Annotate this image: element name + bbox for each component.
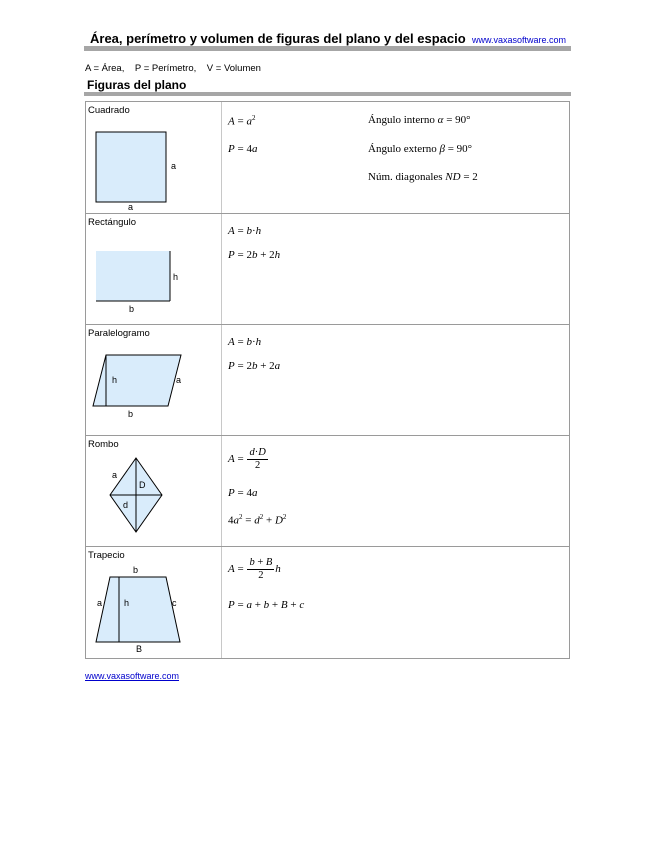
side-label: a: [112, 470, 118, 480]
section-rule: [84, 92, 571, 96]
trapezoid-figure: [86, 547, 221, 659]
base-label: b: [129, 304, 135, 314]
formula-area: A = b·h: [228, 225, 262, 237]
formula-perimeter: P = 2b + 2a: [228, 360, 281, 372]
row-trapecio: [86, 546, 569, 658]
figures-table: [85, 101, 570, 659]
header-link[interactable]: www.vaxasoftware.com: [472, 35, 567, 45]
square-shape: [96, 132, 166, 202]
exterior-angle: Ángulo externo β = 90°: [368, 143, 473, 155]
figure-name: Cuadrado: [88, 105, 130, 116]
row-cuadrado: [86, 102, 569, 213]
row-paralelogramo: [86, 324, 569, 435]
formula-area: A = $\frac{b + B}{2}$ h: [228, 557, 281, 581]
parallelogram-figure: [86, 325, 221, 436]
legend-text: A = Área, P = Perímetro, V = Volumen: [85, 63, 261, 74]
section-title: Figuras del plano: [87, 78, 187, 92]
height-label: h: [173, 272, 179, 282]
figure-name: Rombo: [88, 439, 119, 450]
header-rule: [84, 46, 571, 51]
bottom-base-label: B: [136, 644, 143, 654]
row-rombo: [86, 435, 569, 546]
formula-perimeter: P = 4a: [228, 487, 258, 499]
diagonals-count: Núm. diagonales ND = 2: [368, 171, 478, 183]
formula-area: A = $\frac{d\cdot D}{2}$: [228, 447, 266, 471]
column-separator: [221, 325, 222, 435]
figure-name: Paralelogramo: [88, 328, 150, 339]
base-label: b: [128, 409, 134, 419]
column-separator: [221, 214, 222, 324]
column-separator: [221, 436, 222, 546]
footer-link[interactable]: www.vaxasoftware.com: [85, 671, 180, 681]
row-rectangulo: [86, 213, 569, 324]
formula-perimeter: P = a + b + B + c: [228, 599, 305, 611]
right-side-label: c: [172, 598, 177, 608]
square-figure: [86, 102, 221, 213]
base-label: a: [128, 202, 134, 212]
top-base-label: b: [133, 565, 139, 575]
formula-perimeter: P = 4a: [228, 143, 258, 155]
minor-diagonal-label: d: [123, 500, 129, 510]
interior-angle: Ángulo interno α = 90°: [368, 114, 471, 126]
formula-area: $A = a^2$: [228, 114, 256, 128]
major-diagonal-label: D: [139, 480, 146, 490]
trapezoid-shape: [96, 577, 180, 642]
side-label: a: [171, 161, 177, 171]
formula-perimeter: P = 2b + 2h: [228, 249, 281, 261]
rhombus-figure: [86, 436, 221, 547]
height-label: h: [112, 375, 118, 385]
side-label: a: [176, 375, 182, 385]
rectangle-figure: [86, 214, 221, 325]
column-separator: [221, 547, 222, 658]
left-side-label: a: [97, 598, 103, 608]
figure-name: Rectángulo: [88, 217, 137, 228]
formula-area: A = b·h: [228, 336, 262, 348]
height-label: h: [124, 598, 130, 608]
formula-relation: $4a^2 = d^2 + D^2$: [228, 513, 287, 527]
rectangle-shape: [96, 251, 170, 301]
page-title: Área, perímetro y volumen de figuras del plano y del espacio: [90, 31, 466, 46]
figure-name: Trapecio: [88, 550, 125, 561]
column-separator: [221, 102, 222, 213]
